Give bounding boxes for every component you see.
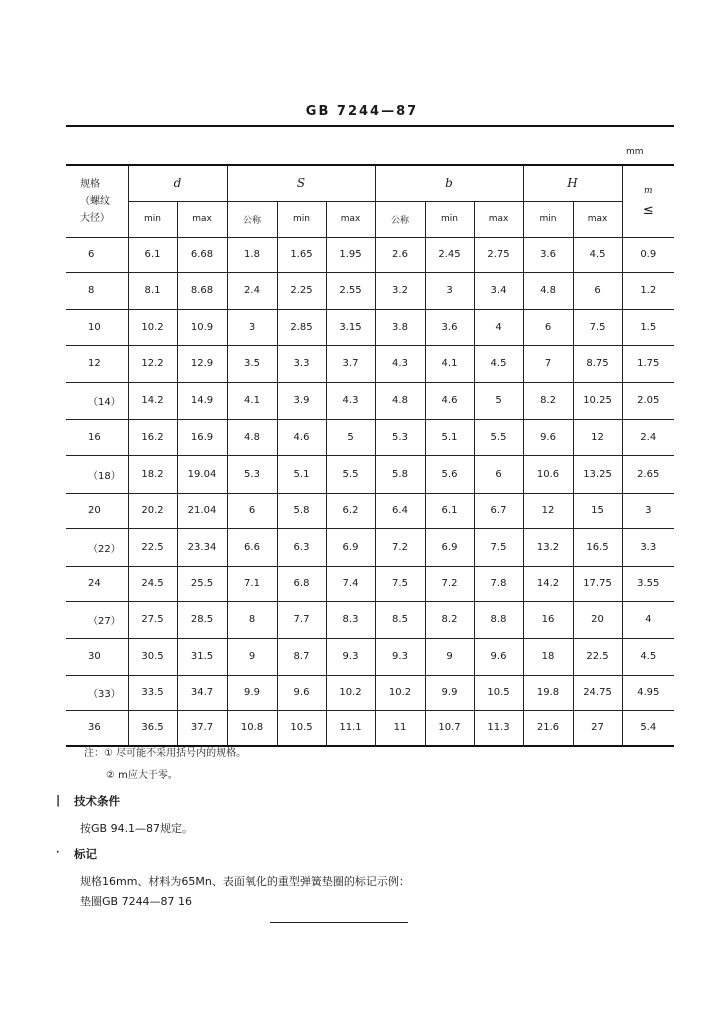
cell-b-nominal: 3.2 [375,272,425,309]
table-row [66,566,674,601]
cell-s-min: 3.9 [277,382,326,419]
cell-s-nominal: 3.5 [227,345,277,382]
cell-b-min: 3 [425,272,474,309]
cell-size: （14） [66,382,128,419]
cell-b-max: 6 [474,455,523,493]
cell-d-max: 10.9 [177,309,227,345]
cell-s-nominal: 4.8 [227,419,277,455]
cell-size: 10 [66,309,128,345]
cell-s-min: 9.6 [277,675,326,710]
cell-s-nominal: 4.1 [227,382,277,419]
cell-h-max: 15 [573,493,622,528]
cell-s-max: 5.5 [326,455,375,493]
cell-b-min: 9.9 [425,675,474,710]
unit-label: mm [626,147,644,157]
cell-b-max: 6.7 [474,493,523,528]
cell-s-nominal: 5.3 [227,455,277,493]
cell-d-min: 18.2 [128,455,177,493]
cell-s-max: 11.1 [326,710,375,746]
table-row [66,710,674,746]
cell-h-max: 7.5 [573,309,622,345]
cell-m-max: 3 [622,493,674,528]
cell-h-min: 18 [523,638,573,675]
cell-h-max: 17.75 [573,566,622,601]
cell-d-max: 19.04 [177,455,227,493]
cell-s-max: 6.2 [326,493,375,528]
cell-s-nominal: 9.9 [227,675,277,710]
cell-s-max: 3.7 [326,345,375,382]
table-row [66,272,674,309]
cell-size: 12 [66,345,128,382]
cell-h-min: 4.8 [523,272,573,309]
cell-h-max: 12 [573,419,622,455]
h-max-header: max [573,201,622,237]
table-row [66,419,674,455]
cell-b-max: 9.6 [474,638,523,675]
cell-d-max: 14.9 [177,382,227,419]
cell-d-max: 25.5 [177,566,227,601]
cell-size: 20 [66,493,128,528]
cell-b-nominal: 5.8 [375,455,425,493]
cell-b-min: 6.9 [425,528,474,566]
cell-b-min: 5.6 [425,455,474,493]
cell-s-min: 2.85 [277,309,326,345]
cell-s-nominal: 2.4 [227,272,277,309]
cell-d-max: 31.5 [177,638,227,675]
cell-b-nominal: 7.5 [375,566,425,601]
table-row [66,675,674,710]
cell-d-min: 36.5 [128,710,177,746]
cell-s-min: 5.8 [277,493,326,528]
cell-size: 16 [66,419,128,455]
cell-s-max: 8.3 [326,601,375,638]
cell-d-min: 30.5 [128,638,177,675]
cell-h-min: 12 [523,493,573,528]
cell-m-max: 2.05 [622,382,674,419]
cell-m-max: 4 [622,601,674,638]
section-marker: · [56,848,60,858]
cell-b-max: 11.3 [474,710,523,746]
cell-d-min: 27.5 [128,601,177,638]
cell-size: （27） [66,601,128,638]
cell-b-min: 5.1 [425,419,474,455]
cell-s-min: 4.6 [277,419,326,455]
cell-h-min: 19.8 [523,675,573,710]
d-min-header: min [128,201,177,237]
cell-d-max: 34.7 [177,675,227,710]
cell-h-min: 8.2 [523,382,573,419]
note-2: ② m应大于零。 [106,770,178,781]
cell-b-nominal: 2.6 [375,237,425,272]
cell-b-min: 3.6 [425,309,474,345]
note-1: 注：① 尽可能不采用括号内的规格。 [84,748,247,759]
cell-d-min: 14.2 [128,382,177,419]
cell-s-min: 10.5 [277,710,326,746]
s-max-header: max [326,201,375,237]
cell-s-min: 8.7 [277,638,326,675]
b-min-header: min [425,201,474,237]
cell-size: （22） [66,528,128,566]
end-rule [270,922,408,923]
cell-s-max: 5 [326,419,375,455]
table-row [66,638,674,675]
cell-s-max: 1.95 [326,237,375,272]
d-max-header: max [177,201,227,237]
cell-size: （33） [66,675,128,710]
s-group-header: S [227,165,375,201]
marking-example: 垫圈GB 7244—87 16 [80,895,193,908]
cell-b-min: 9 [425,638,474,675]
cell-d-min: 8.1 [128,272,177,309]
cell-s-min: 6.8 [277,566,326,601]
cell-b-max: 3.4 [474,272,523,309]
m-column-header: m ≤ [622,165,674,237]
cell-b-min: 6.1 [425,493,474,528]
cell-d-min: 16.2 [128,419,177,455]
d-group-header: d [128,165,227,201]
cell-h-min: 3.6 [523,237,573,272]
cell-h-max: 6 [573,272,622,309]
cell-d-max: 12.9 [177,345,227,382]
cell-b-nominal: 10.2 [375,675,425,710]
cell-b-max: 4.5 [474,345,523,382]
cell-m-max: 2.65 [622,455,674,493]
cell-d-max: 6.68 [177,237,227,272]
cell-b-min: 4.1 [425,345,474,382]
cell-h-max: 20 [573,601,622,638]
cell-d-min: 22.5 [128,528,177,566]
cell-d-min: 10.2 [128,309,177,345]
cell-b-min: 4.6 [425,382,474,419]
cell-s-max: 2.55 [326,272,375,309]
cell-m-max: 3.55 [622,566,674,601]
marking-text: 规格16mm、材料为65Mn、表面氧化的重型弹簧垫圈的标记示例： [80,875,410,888]
cell-size: 36 [66,710,128,746]
cell-d-max: 16.9 [177,419,227,455]
table-row [66,237,674,272]
cell-b-nominal: 4.8 [375,382,425,419]
cell-b-min: 8.2 [425,601,474,638]
cell-h-max: 4.5 [573,237,622,272]
cell-b-max: 7.5 [474,528,523,566]
cell-s-min: 7.7 [277,601,326,638]
table-row [66,345,674,382]
table-row [66,382,674,419]
section-marker: | [56,793,61,807]
cell-d-min: 20.2 [128,493,177,528]
cell-m-max: 4.5 [622,638,674,675]
cell-b-nominal: 4.3 [375,345,425,382]
table-row [66,528,674,566]
cell-s-nominal: 9 [227,638,277,675]
cell-h-min: 10.6 [523,455,573,493]
cell-b-max: 5.5 [474,419,523,455]
cell-s-max: 10.2 [326,675,375,710]
b-group-header: b [375,165,523,201]
cell-m-max: 5.4 [622,710,674,746]
cell-b-max: 4 [474,309,523,345]
cell-d-min: 33.5 [128,675,177,710]
cell-s-nominal: 7.1 [227,566,277,601]
cell-h-min: 9.6 [523,419,573,455]
cell-b-nominal: 9.3 [375,638,425,675]
cell-m-max: 4.95 [622,675,674,710]
cell-h-max: 24.75 [573,675,622,710]
h-min-header: min [523,201,573,237]
cell-h-max: 22.5 [573,638,622,675]
cell-d-min: 24.5 [128,566,177,601]
cell-h-max: 8.75 [573,345,622,382]
cell-h-min: 21.6 [523,710,573,746]
cell-h-max: 13.25 [573,455,622,493]
cell-b-max: 2.75 [474,237,523,272]
cell-size: 8 [66,272,128,309]
s-min-header: min [277,201,326,237]
cell-b-min: 10.7 [425,710,474,746]
cell-s-min: 6.3 [277,528,326,566]
cell-b-nominal: 8.5 [375,601,425,638]
cell-b-max: 8.8 [474,601,523,638]
cell-b-nominal: 7.2 [375,528,425,566]
cell-size: （18） [66,455,128,493]
spec-table [66,164,674,747]
cell-m-max: 1.2 [622,272,674,309]
section-marking: · 标记 [56,847,97,861]
cell-s-max: 4.3 [326,382,375,419]
cell-b-nominal: 5.3 [375,419,425,455]
cell-b-nominal: 6.4 [375,493,425,528]
cell-size: 24 [66,566,128,601]
cell-h-max: 10.25 [573,382,622,419]
cell-b-nominal: 3.8 [375,309,425,345]
cell-s-min: 2.25 [277,272,326,309]
cell-d-max: 28.5 [177,601,227,638]
cell-b-max: 7.8 [474,566,523,601]
table-row [66,309,674,345]
cell-s-nominal: 6.6 [227,528,277,566]
cell-s-nominal: 1.8 [227,237,277,272]
b-nominal-header: 公称 [375,201,425,237]
section-tech-conditions: | 技术条件 [56,793,120,808]
cell-b-min: 7.2 [425,566,474,601]
cell-s-max: 9.3 [326,638,375,675]
tech-conditions-text: 按GB 94.1—87规定。 [80,822,194,835]
cell-d-max: 21.04 [177,493,227,528]
cell-s-max: 6.9 [326,528,375,566]
cell-h-max: 16.5 [573,528,622,566]
cell-h-max: 27 [573,710,622,746]
cell-m-max: 0.9 [622,237,674,272]
cell-s-max: 7.4 [326,566,375,601]
cell-d-max: 8.68 [177,272,227,309]
table-row [66,455,674,493]
cell-d-max: 23.34 [177,528,227,566]
cell-h-min: 7 [523,345,573,382]
cell-d-min: 6.1 [128,237,177,272]
size-column-header: 规格 （螺纹 大径） [66,165,128,237]
cell-m-max: 2.4 [622,419,674,455]
standard-number: GB 7244—87 [305,104,419,119]
b-max-header: max [474,201,523,237]
cell-m-max: 3.3 [622,528,674,566]
table-row [66,601,674,638]
table-row [66,493,674,528]
cell-size: 6 [66,237,128,272]
cell-h-min: 6 [523,309,573,345]
cell-s-min: 1.65 [277,237,326,272]
cell-b-nominal: 11 [375,710,425,746]
h-group-header: H [523,165,622,201]
cell-m-max: 1.5 [622,309,674,345]
cell-b-max: 5 [474,382,523,419]
header-rule [66,125,674,127]
cell-s-nominal: 8 [227,601,277,638]
cell-size: 30 [66,638,128,675]
cell-s-nominal: 3 [227,309,277,345]
cell-b-min: 2.45 [425,237,474,272]
cell-h-min: 16 [523,601,573,638]
cell-s-nominal: 6 [227,493,277,528]
cell-h-min: 13.2 [523,528,573,566]
cell-s-min: 3.3 [277,345,326,382]
cell-s-min: 5.1 [277,455,326,493]
cell-b-max: 10.5 [474,675,523,710]
cell-m-max: 1.75 [622,345,674,382]
cell-d-max: 37.7 [177,710,227,746]
s-nominal-header: 公称 [227,201,277,237]
cell-s-max: 3.15 [326,309,375,345]
table-notes [84,743,246,787]
cell-s-nominal: 10.8 [227,710,277,746]
cell-d-min: 12.2 [128,345,177,382]
cell-h-min: 14.2 [523,566,573,601]
